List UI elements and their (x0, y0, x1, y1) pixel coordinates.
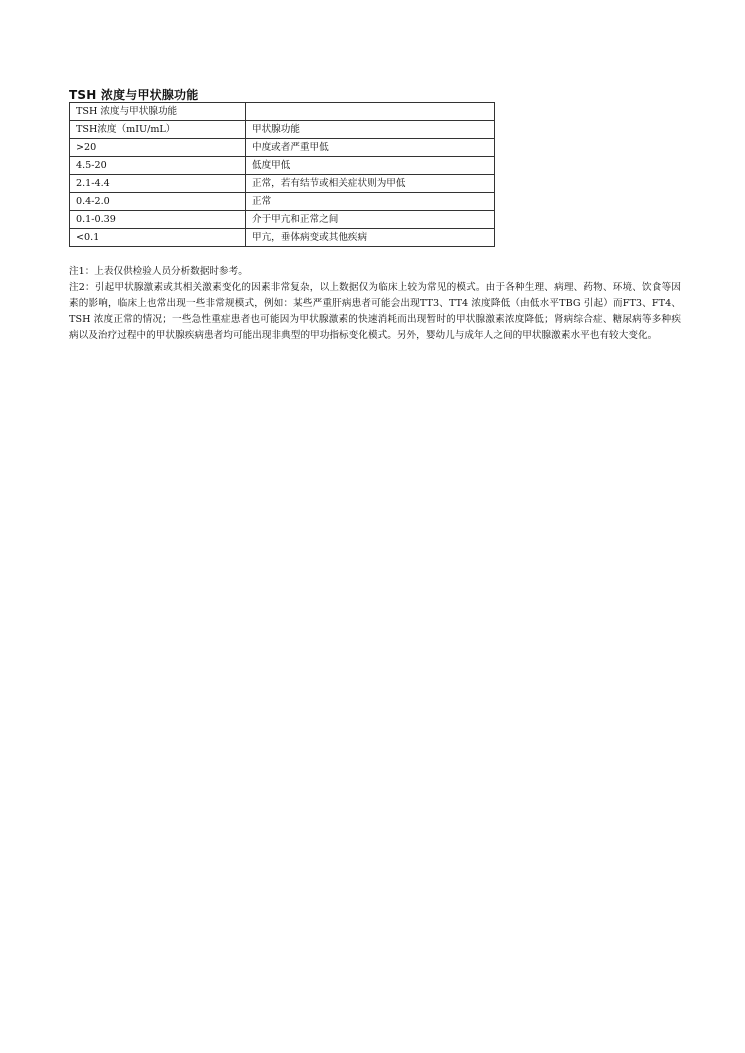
tsh-thyroid-table (69, 102, 495, 247)
tsh-range-cell: <0.1 (70, 229, 246, 247)
header-thyroid-function: 甲状腺功能 (246, 121, 495, 139)
table-row (70, 157, 495, 175)
table-row (70, 193, 495, 211)
document-title: TSH 浓度与甲状腺功能 (69, 88, 199, 102)
thyroid-function-cell: 正常，若有结节或相关症状则为甲低 (246, 175, 495, 193)
header-tsh-concentration: TSH浓度（mIU/mL） (70, 121, 246, 139)
thyroid-function-cell: 低度甲低 (246, 157, 495, 175)
table-row (70, 211, 495, 229)
tsh-range-cell: 0.1-0.39 (70, 211, 246, 229)
table-row (70, 229, 495, 247)
thyroid-function-cell: 甲亢，垂体病变或其他疾病 (246, 229, 495, 247)
note-2: 注2：引起甲状腺激素或其相关激素变化的因素非常复杂，以上数据仅为临床上较为常见的模式。由于各种生理、病理、药物、环境、饮食等因素的影响，临床上也常出现一些非常规模式，例如：某些严重肝病患者可能会出现TT3、TT4 浓度降低（由低水平TBG 引起）而FT3、FT4、TSH 浓度正常的情况；一些急性重症患者也可能因为甲状腺激素的快速消耗而出现暂时的甲状腺激素浓度降低；肾病综合症、糖尿病等多种疾病以及治疗过程中的甲状腺疾病患者均可能出现非典型的甲功指标变化模式。另外，婴幼儿与成年人之间的甲状腺激素水平也有较大变化。 (69, 282, 681, 341)
tsh-range-cell: 2.1-4.4 (70, 175, 246, 193)
notes-section (69, 264, 681, 344)
table-caption-empty-cell (246, 103, 495, 121)
thyroid-function-cell: 介于甲亢和正常之间 (246, 211, 495, 229)
note-1: 注1：上表仅供检验人员分析数据时参考。 (69, 266, 248, 277)
table-caption-row (70, 103, 495, 121)
tsh-range-cell: 0.4-2.0 (70, 193, 246, 211)
tsh-range-cell: 4.5-20 (70, 157, 246, 175)
thyroid-function-cell: 正常 (246, 193, 495, 211)
table-row (70, 139, 495, 157)
table-header-row (70, 121, 495, 139)
table-row (70, 175, 495, 193)
thyroid-function-cell: 中度或者严重甲低 (246, 139, 495, 157)
table-caption-cell: TSH 浓度与甲状腺功能 (70, 103, 246, 121)
tsh-range-cell: >20 (70, 139, 246, 157)
